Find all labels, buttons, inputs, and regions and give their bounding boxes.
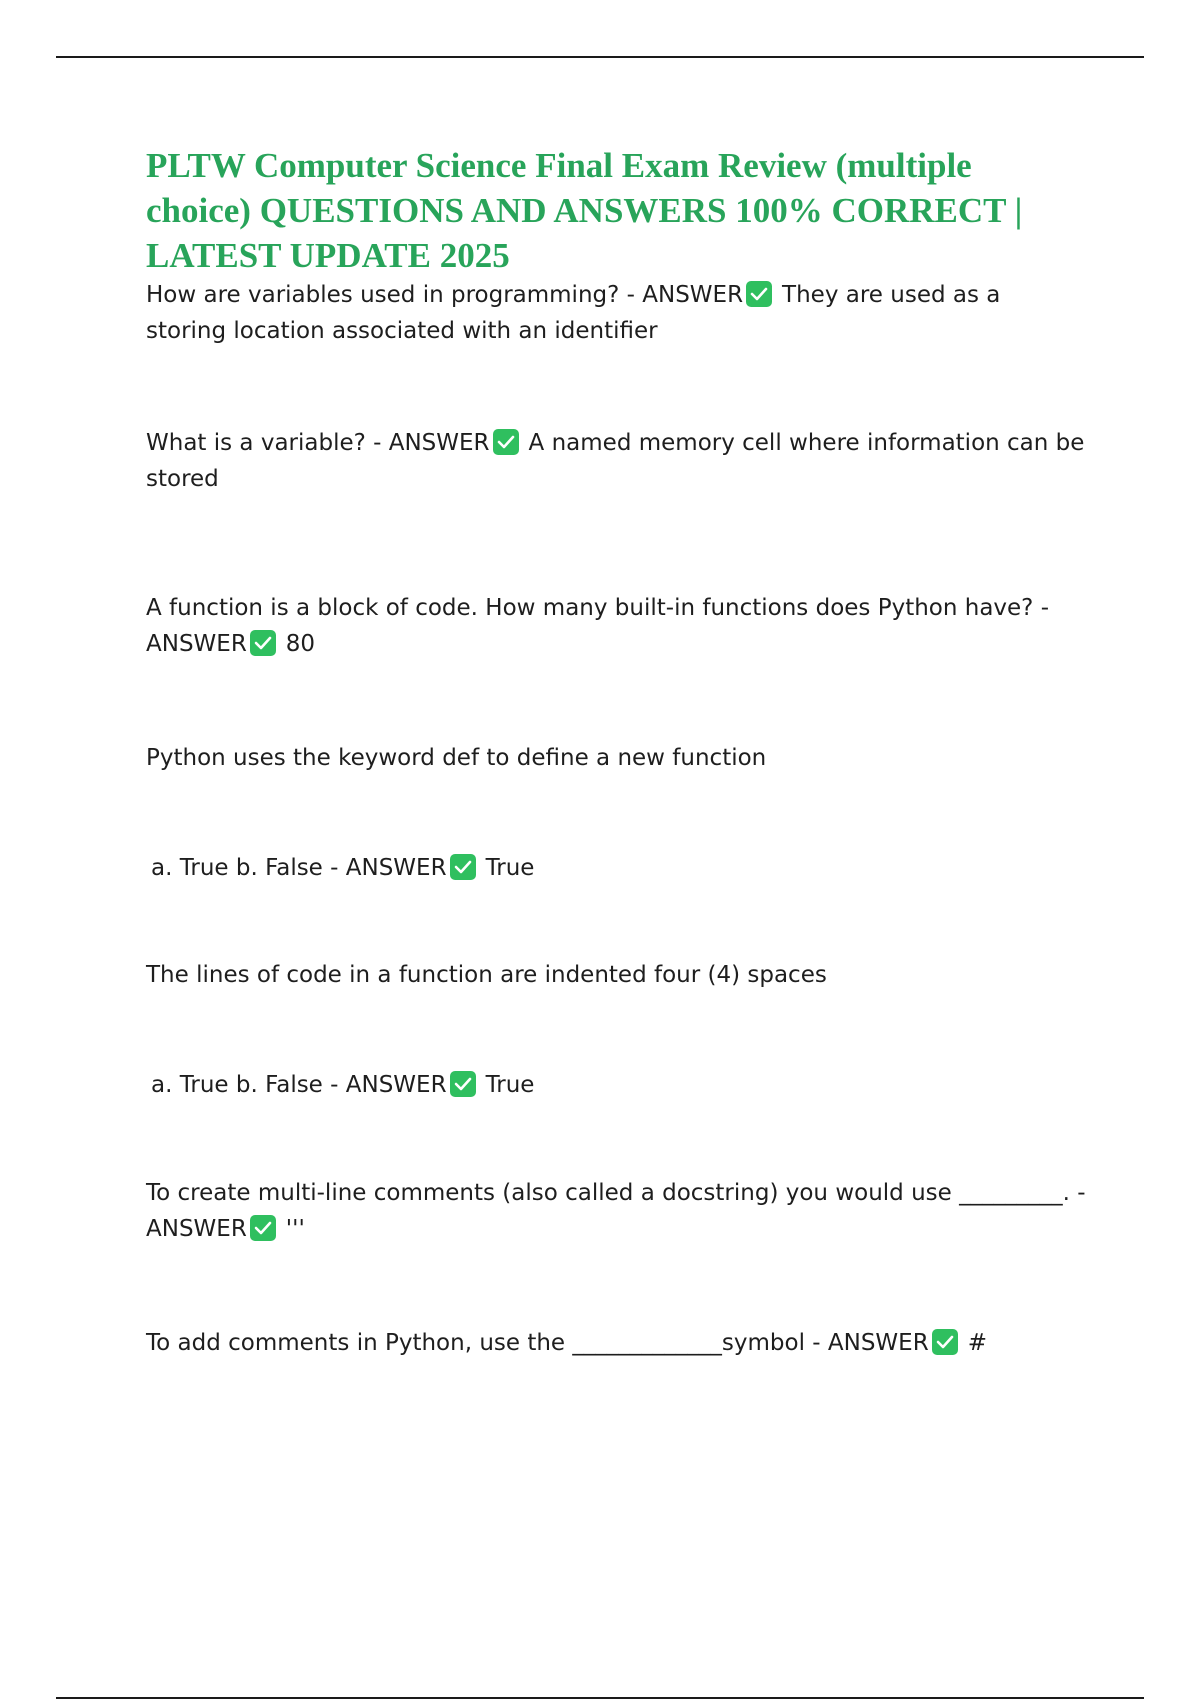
question-text: A function is a block of code. How many built-in functions does Python have? - ANSWER — [146, 595, 1049, 657]
answer-text: # — [967, 1330, 987, 1356]
statement-text: Python uses the keyword def to define a new function — [146, 745, 767, 771]
answer-text: True — [485, 1072, 535, 1098]
qa-item-5 — [151, 1067, 1091, 1103]
qa-item-7 — [146, 1325, 1086, 1361]
check-box-icon — [450, 854, 476, 880]
top-divider — [56, 56, 1144, 58]
qa-item-3 — [146, 590, 1086, 662]
bottom-divider — [56, 1697, 1144, 1699]
answer-text: ''' — [285, 1216, 305, 1242]
check-box-icon — [932, 1329, 958, 1355]
check-box-icon — [450, 1071, 476, 1097]
question-text: What is a variable? - ANSWER — [146, 430, 490, 456]
answer-text: 80 — [285, 631, 316, 657]
question-text: How are variables used in programming? - ANSWER — [146, 282, 744, 308]
answer-text: They are used as a storing location associated with an identifier — [146, 282, 1001, 344]
check-box-icon — [493, 429, 519, 455]
check-box-icon — [250, 630, 276, 656]
statement-2 — [146, 957, 1086, 993]
question-text: a. True b. False - ANSWER — [151, 855, 447, 881]
question-text: a. True b. False - ANSWER — [151, 1072, 447, 1098]
qa-item-4 — [151, 850, 1091, 886]
question-text: To create multi-line comments (also called a docstring) you would use _________. - ANSWER — [146, 1180, 1086, 1242]
document-title: PLTW Computer Science Final Exam Review (multiple choice) QUESTIONS AND ANSWERS 100% CORRECT | LATEST UPDATE 2025 — [146, 146, 1023, 275]
answer-text: A named memory cell where information can be stored — [146, 430, 1085, 492]
statement-1 — [146, 740, 1086, 776]
answer-text: True — [485, 855, 535, 881]
qa-item-2 — [146, 425, 1086, 497]
qa-item-6 — [146, 1175, 1086, 1247]
check-box-icon — [250, 1215, 276, 1241]
qa-item-1 — [146, 277, 1086, 349]
statement-text: The lines of code in a function are indented four (4) spaces — [146, 962, 827, 988]
question-text: To add comments in Python, use the _____________symbol - ANSWER — [146, 1330, 929, 1356]
check-box-icon — [746, 281, 772, 307]
